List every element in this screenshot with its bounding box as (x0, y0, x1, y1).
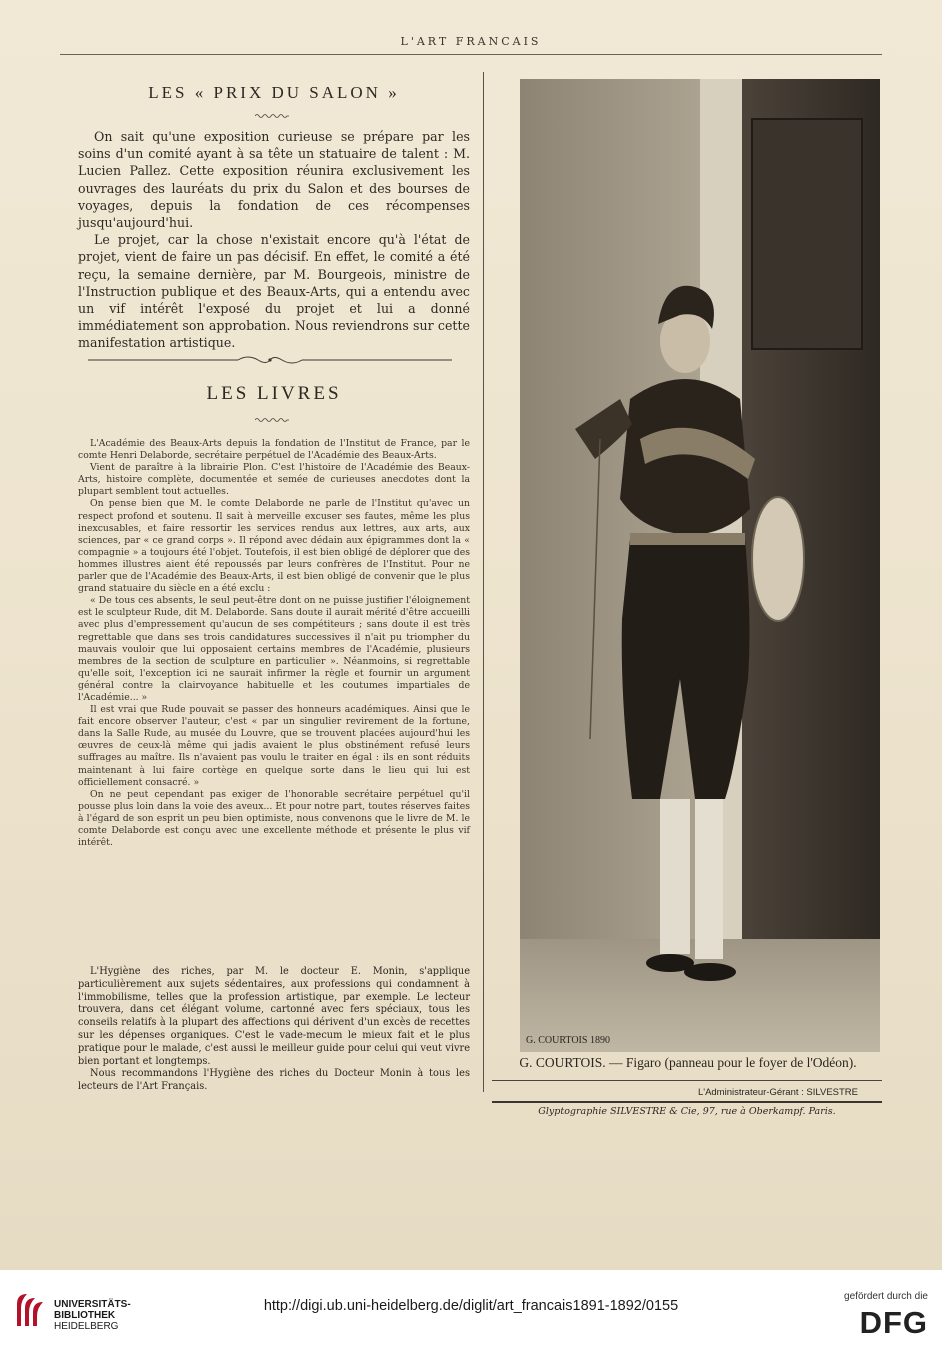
permalink-url[interactable]: http://digi.ub.uni-heidelberg.de/diglit/art_francais1891-1892/0155 (263, 1298, 679, 1314)
title-squiggle-ornament (255, 113, 289, 119)
printer-imprint: Glyptographie SILVESTRE & Cie, 97, rue à Oberkampf. Paris. (538, 1106, 836, 1117)
prix-salon-title: LES « PRIX DU SALON » (148, 83, 400, 102)
paragraph: On ne peut cependant pas exiger de l'honorable secrétaire perpétuel qu'il pousse plus loin dans la voie des aveux... Et pour notre part, toutes réserves faites à l'égard de son esprit un peu bien optimiste, nous convenons que le livre de M. le comte Delaborde est conçu avec une excellente méthode et présente le plus vif intérêt. (78, 788, 470, 849)
paragraph: Vient de paraître à la librairie Plon. C'est l'histoire de l'Académie des Beaux-Arts, histoire complète, documentée et semée de curieuses anecdotes dont la plupart semblent tout actuelles. (78, 462, 470, 498)
column-divider (483, 72, 484, 1092)
les-livres-title: LES LIVRES (206, 383, 342, 404)
paragraph: L'Académie des Beaux-Arts depuis la fondation de l'Institut de France, par le comte Henri Delaborde, secrétaire perpétuel de l'Académie des Beaux-Arts. (78, 438, 470, 462)
academie-review (78, 438, 470, 849)
header-rule (60, 54, 882, 55)
running-title: L'ART FRANCAIS (400, 35, 542, 48)
paragraph: On sait qu'une exposition curieuse se prépare par les soins d'un comité ayant à sa tête un statuaire de talent : M. Lucien Pallez. Cette exposition réunira exclusivement les ouvrages des lauréats du prix du Salon et des bourses de voyages, depuis la fondation de ces récompenses jusqu'aujourd'hui. (78, 129, 470, 231)
imprint-rule (492, 1101, 882, 1103)
section-divider-ornament (88, 354, 452, 366)
library-line: HEIDELBERG (54, 1321, 119, 1332)
paragraph: Nous recommandons l'Hygiène des riches du Docteur Monin à tous les lecteurs de l'Art Français. (78, 1068, 470, 1093)
administrateur-gerant: L'Administrateur-Gérant : SILVESTRE (697, 1087, 858, 1098)
paragraph: Le projet, car la chose n'existait encore qu'à l'état de projet, vient de faire un pas décisif. En effet, le comité a été reçu, la semaine dernière, par M. Bourgeois, ministre de l'Instruction publique et des Beaux-Arts, qui a entendu avec un vif intérêt l'exposé du projet et lui a donné immédiatement son approbation. Nous reviendrons sur cette manifestation artistique. (78, 232, 470, 351)
paragraph: On pense bien que M. le comte Delaborde ne parle de l'Institut qu'avec un respect profond et soutenu. Il sait à merveille excuser ses fautes, même les plus inexcusables, et faire ressortir les services rendus aux lettres, aux arts, aux sciences, par « ce grand corps ». Il répond avec dédain aux épigrammes dont la « compagnie » a toujours été l'objet. Toutefois, il est bien obligé de déplorer que des hommes illustres aient été repoussés par leurs confrères de l'Institut. Pour ne parler que de l'Académie des Beaux-Arts, il est bien obligé de convenir que le plus grand statuaire du siècle en a été exclu : (78, 498, 470, 595)
painting-signature: G. COURTOIS 1890 (526, 1035, 610, 1046)
library-line: UNIVERSITÄTS- (54, 1299, 131, 1310)
dfg-logo: DFG (859, 1305, 928, 1340)
figaro-painting (520, 79, 880, 1052)
plate-caption: G. COURTOIS. — Figaro (panneau pour le foyer de l'Odéon). (519, 1055, 857, 1070)
figaro-plate-image (520, 79, 880, 1052)
funding-label: gefördert durch die (844, 1291, 928, 1302)
hygiene-review (78, 966, 470, 1094)
caption-rule (492, 1080, 882, 1081)
library-line: BIBLIOTHEK (54, 1310, 116, 1321)
paragraph: L'Hygiène des riches, par M. le docteur E. Monin, s'applique particulièrement aux sujets sédentaires, aux professions qui condamnent à l'immobilisme, telles que la profession artistique, par exemple. Le lecteur trouvera, dans cet élégant volume, cartonné avec fers spéciaux, tous les conseils relatifs à la plupart des affections qui dérivent d'un excès de recettes sur les dépenses organiques. C'est le vade-mecum le mieux fait et le plus pratique pour le malade, c'est aussi le meilleur guide pour celui qui veut vivre bien portant et longtemps. (78, 966, 470, 1067)
title-squiggle-ornament (255, 417, 289, 423)
paragraph: « De tous ces absents, le seul peut-être dont on ne puisse justifier l'éloignement est le sculpteur Rude, dit M. Delaborde. Sans doute il aurait mérité d'être accueilli avec plus d'empressement qu'aucun de ses compétiteurs ; sans doute il est très regrettable que dans ses trois candidatures successives il n'ait pu triompher du mauvais vouloir que lui opposaient certains membres de l'Académie, plusieurs membres de la section de sculpture en particulier ». Néanmoins, si regrettable qu'elle soit, l'exception ici ne saurait infirmer la règle et fournir un argument général contre la clairvoyance habituelle et les coutumes impartiales de l'Académie... » (78, 595, 470, 703)
prix-salon-article (78, 128, 470, 352)
paragraph: Il est vrai que Rude pouvait se passer des honneurs académiques. Ainsi que le fait encore observer l'auteur, c'est « par un singulier revirement de la fortune, dans la Salle Rude, au musée du Louvre, que se trouvent placées aujourd'hui les œuvres de ceux-là même qui jadis avaient le plus obstinément refusé leurs suffrages au maître. Ils n'avaient pas voulu le traiter en égal : ils en sont réduits maintenant à lui faire cortège en quelque sorte dans le lieu qui lui est officiellement consacré. » (78, 704, 470, 788)
